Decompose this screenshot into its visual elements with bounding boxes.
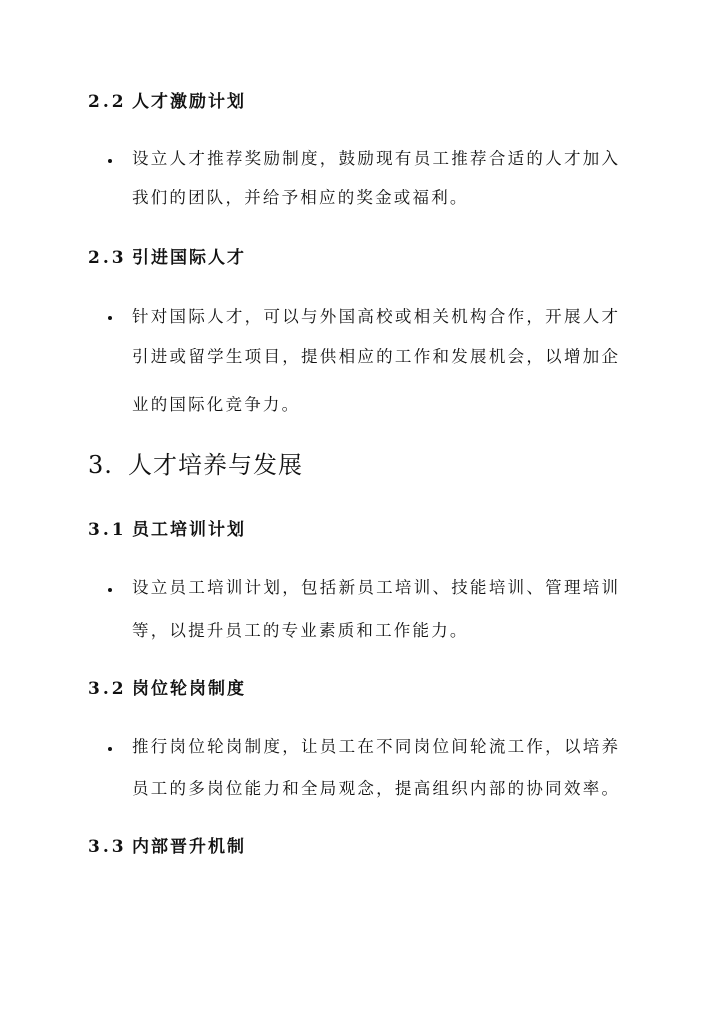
bullet-icon <box>106 745 114 753</box>
heading-title: 岗位轮岗制度 <box>132 679 246 699</box>
heading-title: 人才培养与发展 <box>128 451 303 479</box>
paragraph-line: 针对国际人才，可以与外国高校或相关机构合作，开展人才 <box>132 307 618 326</box>
heading-3 <box>88 450 303 480</box>
heading-number: 2.2 <box>88 92 127 112</box>
paragraph-line: 我们的团队，并给予相应的奖金或福利。 <box>132 188 469 207</box>
paragraph-line: 业的国际化竞争力。 <box>132 395 301 414</box>
paragraph-line: 引进或留学生项目，提供相应的工作和发展机会，以增加企 <box>132 347 618 366</box>
heading-2-3 <box>88 247 246 269</box>
paragraph-line: 设立员工培训计划，包括新员工培训、技能培训、管理培训 <box>132 578 618 597</box>
heading-number: 3.2 <box>88 679 127 699</box>
bullet-icon <box>106 586 114 594</box>
heading-3-1 <box>88 519 246 541</box>
paragraph-line: 推行岗位轮岗制度，让员工在不同岗位间轮流工作，以培养 <box>132 737 618 756</box>
bullet-icon <box>106 157 114 165</box>
heading-title: 内部晋升机制 <box>132 837 246 857</box>
heading-number: 2.3 <box>88 248 127 268</box>
heading-number: 3.1 <box>88 520 127 540</box>
paragraph-line: 员工的多岗位能力和全局观念，提高组织内部的协同效率。 <box>132 779 618 798</box>
paragraph-line: 等，以提升员工的专业素质和工作能力。 <box>132 621 469 640</box>
heading-3-2 <box>88 678 246 700</box>
heading-3-3 <box>88 836 246 858</box>
heading-number: 3.3 <box>88 837 127 857</box>
bullet-icon <box>106 314 114 322</box>
paragraph-line: 设立人才推荐奖励制度，鼓励现有员工推荐合适的人才加入 <box>132 149 618 168</box>
heading-title: 引进国际人才 <box>132 248 246 268</box>
heading-title: 人才激励计划 <box>132 92 246 112</box>
heading-number: 3. <box>88 451 113 479</box>
heading-2-2 <box>88 91 246 113</box>
heading-title: 员工培训计划 <box>132 520 246 540</box>
